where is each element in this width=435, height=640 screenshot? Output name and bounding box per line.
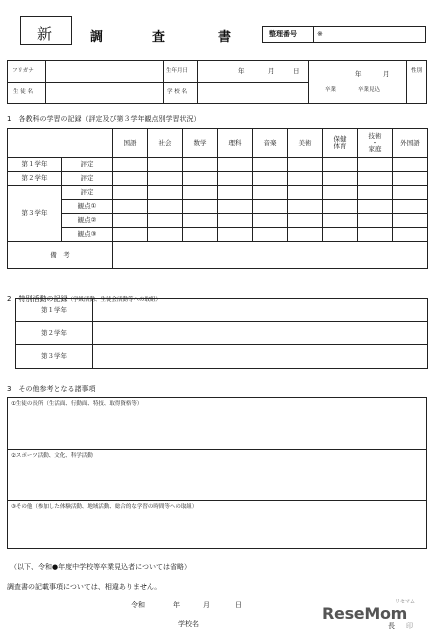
- expected-graduation-label: 卒業見込: [358, 87, 381, 93]
- subject-header: 美術: [288, 129, 323, 158]
- omission-note: （以下、令和●年度中学校等卒業見込者については省略）: [10, 563, 191, 571]
- principal-label: 長: [388, 622, 395, 630]
- section3-heading: 3 その他参考となる諸事項: [7, 385, 96, 393]
- row-type-label: 観点①: [62, 200, 113, 214]
- activity-grade-label: 第１学年: [16, 299, 93, 322]
- subject-header: 数学: [183, 129, 218, 158]
- section2-heading-note: （学級活動、生徒会活動等への取組）: [67, 297, 161, 303]
- seiri-number-value: ※: [317, 30, 323, 38]
- reiwa-label: 令和: [131, 601, 145, 609]
- section1-heading: 1 各教科の学習の記録（評定及び第３学年観点別学習状況）: [7, 115, 201, 123]
- graduated-label: 卒業: [325, 87, 337, 93]
- title-char-1: 調: [90, 30, 104, 45]
- certification-statement: 調査書の記載事項については、相違ありません。: [7, 583, 162, 591]
- subject-header: 国語: [113, 129, 148, 158]
- furigana-label: フリガナ: [12, 68, 34, 74]
- footer-day: 日: [235, 601, 242, 609]
- remarks-label: 備 考: [8, 242, 113, 269]
- table-corner: [8, 129, 113, 158]
- document-title: [90, 26, 240, 45]
- row-type-label: 評定: [62, 158, 113, 172]
- other-activities-label: ③その他（参加した体験活動、地域活動、総合的な学習の時間等への取組）: [11, 504, 198, 510]
- new-stamp-label: 新: [37, 25, 53, 43]
- strengths-label: ①生徒の長所（生活面、行動面、特技、取得資格等）: [11, 401, 143, 407]
- seiri-number-label: 整理番号: [269, 30, 297, 38]
- watermark-ruby: リセマム: [395, 599, 415, 605]
- subject-header: 理科: [218, 129, 253, 158]
- footer-year: 年: [173, 601, 180, 609]
- footer-school-label: 学校名: [178, 620, 199, 628]
- grade-label: 第１学年: [8, 158, 62, 172]
- grad-year: 年: [355, 70, 362, 78]
- subject-header: 保健 体育: [323, 129, 358, 158]
- row-type-label: 観点③: [62, 228, 113, 242]
- other-notes-box: [7, 397, 427, 549]
- birth-day: 日: [293, 67, 300, 75]
- seal-mark: 印: [406, 622, 413, 630]
- grade-label: 第３学年: [8, 186, 62, 242]
- watermark-brand: ReseMom: [322, 604, 408, 623]
- birthdate-label: 生年月日: [166, 68, 189, 74]
- subject-header: 外国語: [393, 129, 428, 158]
- activity-grade-label: 第３学年: [16, 345, 93, 369]
- sports-culture-label: ②スポーツ活動、文化、科学活動: [11, 453, 93, 459]
- student-name-label: 生 徒 名: [13, 89, 33, 95]
- grad-month: 月: [383, 70, 390, 78]
- grade-label: 第２学年: [8, 172, 62, 186]
- section2-heading-text: 2 特別活動の記録: [7, 295, 68, 303]
- footer-month: 月: [203, 601, 210, 609]
- birth-month: 月: [268, 67, 275, 75]
- title-char-3: 書: [218, 30, 232, 45]
- grades-table: [7, 128, 428, 269]
- remarks-cell: [113, 242, 428, 269]
- student-info-box: [7, 60, 427, 104]
- row-type-label: 観点②: [62, 214, 113, 228]
- row-type-label: 評定: [62, 186, 113, 200]
- subject-header: 音楽: [253, 129, 288, 158]
- title-char-2: 査: [152, 30, 166, 45]
- school-name-label: 学 校 名: [167, 89, 187, 95]
- subject-header: 社会: [148, 129, 183, 158]
- activity-grade-label: 第２学年: [16, 322, 93, 345]
- seiri-number-box: [262, 26, 426, 43]
- special-activities-table: [15, 298, 428, 369]
- birth-year: 年: [238, 67, 245, 75]
- row-type-label: 評定: [62, 172, 113, 186]
- gender-label: 性別: [411, 68, 423, 74]
- subject-header: 技術 ・ 家庭: [358, 129, 393, 158]
- new-stamp-box: [20, 16, 72, 45]
